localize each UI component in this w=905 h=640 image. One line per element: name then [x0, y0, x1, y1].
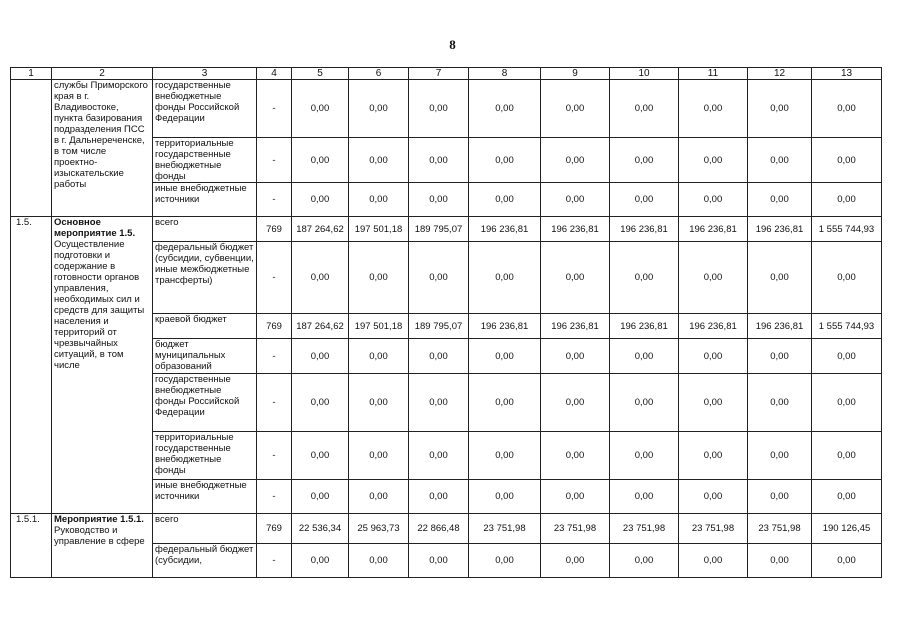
value-cell: 0,00 — [748, 242, 812, 314]
value-cell: 196 236,81 — [541, 217, 610, 242]
value-cell: 0,00 — [748, 80, 812, 138]
page-number: 8 — [449, 37, 456, 52]
activity-title: Мероприятие 1.5.1. — [54, 514, 144, 525]
value-cell: 0,00 — [469, 432, 541, 480]
funding-source-cell: иные внебюджетные источники — [153, 480, 257, 514]
row-number-cell: 1.5. — [11, 217, 52, 514]
funding-source-cell: территориальные государственные внебюджетные фонды — [153, 432, 257, 480]
value-cell: 0,00 — [812, 138, 882, 183]
value-cell: 0,00 — [349, 374, 409, 432]
value-cell: 0,00 — [679, 183, 748, 217]
value-cell: 0,00 — [679, 480, 748, 514]
activity-description: Осуществление подготовки и содержание в готовности органов управления, необходимых сил и средств для защиты населения и территорий от чрезвычайных ситуаций, в том числе — [54, 239, 145, 371]
value-cell: 23 751,98 — [679, 514, 748, 544]
value-cell: 0,00 — [610, 242, 679, 314]
value-cell: 0,00 — [679, 138, 748, 183]
header-cell: 9 — [541, 68, 610, 80]
value-cell: 197 501,18 — [349, 314, 409, 339]
value-cell: 0,00 — [748, 374, 812, 432]
value-cell: 0,00 — [349, 432, 409, 480]
value-cell: 0,00 — [349, 242, 409, 314]
value-cell: 0,00 — [610, 80, 679, 138]
code-cell: - — [257, 339, 292, 374]
value-cell: 0,00 — [409, 339, 469, 374]
header-cell: 10 — [610, 68, 679, 80]
funding-source-cell: территориальные государственные внебюджетные фонды — [153, 138, 257, 183]
activity-cell — [52, 80, 153, 217]
header-row — [11, 68, 882, 80]
value-cell: 0,00 — [292, 138, 349, 183]
value-cell: 0,00 — [409, 374, 469, 432]
code-cell: - — [257, 432, 292, 480]
value-cell: 196 236,81 — [679, 314, 748, 339]
value-cell: 0,00 — [469, 374, 541, 432]
value-cell: 0,00 — [748, 432, 812, 480]
value-cell: 196 236,81 — [679, 217, 748, 242]
value-cell: 196 236,81 — [469, 314, 541, 339]
value-cell: 0,00 — [409, 138, 469, 183]
value-cell: 0,00 — [292, 374, 349, 432]
value-cell: 0,00 — [812, 374, 882, 432]
value-cell: 0,00 — [541, 183, 610, 217]
activity-description: Руководство и управление в сфере — [54, 525, 145, 547]
funding-source-cell: всего — [153, 514, 257, 544]
header-cell: 6 — [349, 68, 409, 80]
value-cell: 0,00 — [812, 183, 882, 217]
value-cell: 1 555 744,93 — [812, 217, 882, 242]
funding-source-cell: краевой бюджет — [153, 314, 257, 339]
funding-source-cell: бюджет муниципальных образований — [153, 339, 257, 374]
value-cell: 0,00 — [469, 80, 541, 138]
value-cell: 0,00 — [610, 432, 679, 480]
value-cell: 196 236,81 — [541, 314, 610, 339]
code-cell: - — [257, 374, 292, 432]
header-cell: 11 — [679, 68, 748, 80]
value-cell: 23 751,98 — [610, 514, 679, 544]
value-cell: 23 751,98 — [469, 514, 541, 544]
value-cell: 0,00 — [409, 183, 469, 217]
value-cell: 0,00 — [469, 183, 541, 217]
value-cell: 0,00 — [349, 339, 409, 374]
activity-description: службы Приморского края в г. Владивостоке, пункта базирования подразделения ПСС в г. Дальнереченске, в том числе проектно-изыскательские работы — [54, 80, 148, 190]
value-cell: 187 264,62 — [292, 314, 349, 339]
value-cell: 22 536,34 — [292, 514, 349, 544]
value-cell: 0,00 — [679, 544, 748, 578]
value-cell: 0,00 — [469, 242, 541, 314]
activity-title: Основное мероприятие 1.5. — [54, 217, 136, 239]
value-cell: 0,00 — [541, 138, 610, 183]
value-cell: 187 264,62 — [292, 217, 349, 242]
value-cell: 0,00 — [469, 138, 541, 183]
value-cell: 0,00 — [541, 339, 610, 374]
table-row — [11, 514, 882, 544]
value-cell: 0,00 — [349, 138, 409, 183]
code-cell: 769 — [257, 217, 292, 242]
value-cell: 0,00 — [679, 242, 748, 314]
value-cell: 22 866,48 — [409, 514, 469, 544]
funding-source-cell: федеральный бюджет (субсидии, субвенции, иные межбюджетные трансферты) — [153, 242, 257, 314]
funding-source-cell: иные внебюджетные источники — [153, 183, 257, 217]
value-cell: 25 963,73 — [349, 514, 409, 544]
value-cell: 0,00 — [610, 339, 679, 374]
value-cell: 0,00 — [610, 183, 679, 217]
value-cell: 0,00 — [469, 339, 541, 374]
value-cell: 0,00 — [748, 339, 812, 374]
value-cell: 0,00 — [812, 432, 882, 480]
funding-source-cell: государственные внебюджетные фонды Российской Федерации — [153, 80, 257, 138]
value-cell: 0,00 — [409, 80, 469, 138]
code-cell: 769 — [257, 314, 292, 339]
value-cell: 0,00 — [541, 544, 610, 578]
value-cell: 0,00 — [349, 480, 409, 514]
header-cell: 4 — [257, 68, 292, 80]
value-cell: 0,00 — [679, 374, 748, 432]
value-cell: 0,00 — [409, 432, 469, 480]
value-cell: 0,00 — [610, 544, 679, 578]
value-cell: 0,00 — [679, 432, 748, 480]
funding-source-cell: всего — [153, 217, 257, 242]
value-cell: 0,00 — [610, 374, 679, 432]
value-cell: 0,00 — [349, 80, 409, 138]
value-cell: 1 555 744,93 — [812, 314, 882, 339]
code-cell: - — [257, 242, 292, 314]
value-cell: 196 236,81 — [610, 217, 679, 242]
value-cell: 0,00 — [541, 80, 610, 138]
header-cell: 1 — [11, 68, 52, 80]
header-cell: 5 — [292, 68, 349, 80]
value-cell: 0,00 — [292, 432, 349, 480]
value-cell: 0,00 — [409, 480, 469, 514]
value-cell: 23 751,98 — [748, 514, 812, 544]
value-cell: 0,00 — [541, 242, 610, 314]
budget-table — [10, 67, 882, 578]
value-cell: 0,00 — [349, 544, 409, 578]
row-number-cell — [11, 80, 52, 217]
value-cell: 0,00 — [679, 80, 748, 138]
value-cell: 0,00 — [469, 480, 541, 514]
value-cell: 0,00 — [541, 432, 610, 480]
code-cell: - — [257, 544, 292, 578]
value-cell: 196 236,81 — [469, 217, 541, 242]
funding-source-cell: государственные внебюджетные фонды Российской Федерации — [153, 374, 257, 432]
value-cell: 0,00 — [812, 80, 882, 138]
value-cell: 0,00 — [349, 183, 409, 217]
value-cell: 0,00 — [748, 183, 812, 217]
value-cell: 0,00 — [748, 480, 812, 514]
header-cell: 8 — [469, 68, 541, 80]
header-cell: 12 — [748, 68, 812, 80]
value-cell: 189 795,07 — [409, 314, 469, 339]
value-cell: 0,00 — [541, 374, 610, 432]
funding-source-cell: федеральный бюджет (субсидии, — [153, 544, 257, 578]
header-cell: 13 — [812, 68, 882, 80]
value-cell: 0,00 — [409, 544, 469, 578]
value-cell: 0,00 — [292, 544, 349, 578]
value-cell: 196 236,81 — [748, 217, 812, 242]
table-row — [11, 217, 882, 242]
value-cell: 0,00 — [812, 339, 882, 374]
value-cell: 0,00 — [409, 242, 469, 314]
value-cell: 23 751,98 — [541, 514, 610, 544]
value-cell: 0,00 — [748, 544, 812, 578]
value-cell: 0,00 — [292, 339, 349, 374]
value-cell: 0,00 — [610, 138, 679, 183]
value-cell: 196 236,81 — [610, 314, 679, 339]
value-cell: 0,00 — [812, 544, 882, 578]
value-cell: 0,00 — [610, 480, 679, 514]
table-row — [11, 80, 882, 138]
value-cell: 0,00 — [679, 339, 748, 374]
value-cell: 0,00 — [541, 480, 610, 514]
value-cell: 0,00 — [812, 480, 882, 514]
code-cell: - — [257, 183, 292, 217]
code-cell: 769 — [257, 514, 292, 544]
activity-cell — [52, 217, 153, 514]
value-cell: 190 126,45 — [812, 514, 882, 544]
row-number-cell: 1.5.1. — [11, 514, 52, 578]
value-cell: 0,00 — [469, 544, 541, 578]
value-cell: 0,00 — [812, 242, 882, 314]
header-cell: 7 — [409, 68, 469, 80]
value-cell: 0,00 — [292, 80, 349, 138]
code-cell: - — [257, 138, 292, 183]
value-cell: 0,00 — [292, 480, 349, 514]
value-cell: 197 501,18 — [349, 217, 409, 242]
code-cell: - — [257, 480, 292, 514]
header-cell: 3 — [153, 68, 257, 80]
value-cell: 196 236,81 — [748, 314, 812, 339]
header-cell: 2 — [52, 68, 153, 80]
value-cell: 0,00 — [748, 138, 812, 183]
value-cell: 0,00 — [292, 183, 349, 217]
value-cell: 0,00 — [292, 242, 349, 314]
activity-cell — [52, 514, 153, 578]
code-cell: - — [257, 80, 292, 138]
value-cell: 189 795,07 — [409, 217, 469, 242]
